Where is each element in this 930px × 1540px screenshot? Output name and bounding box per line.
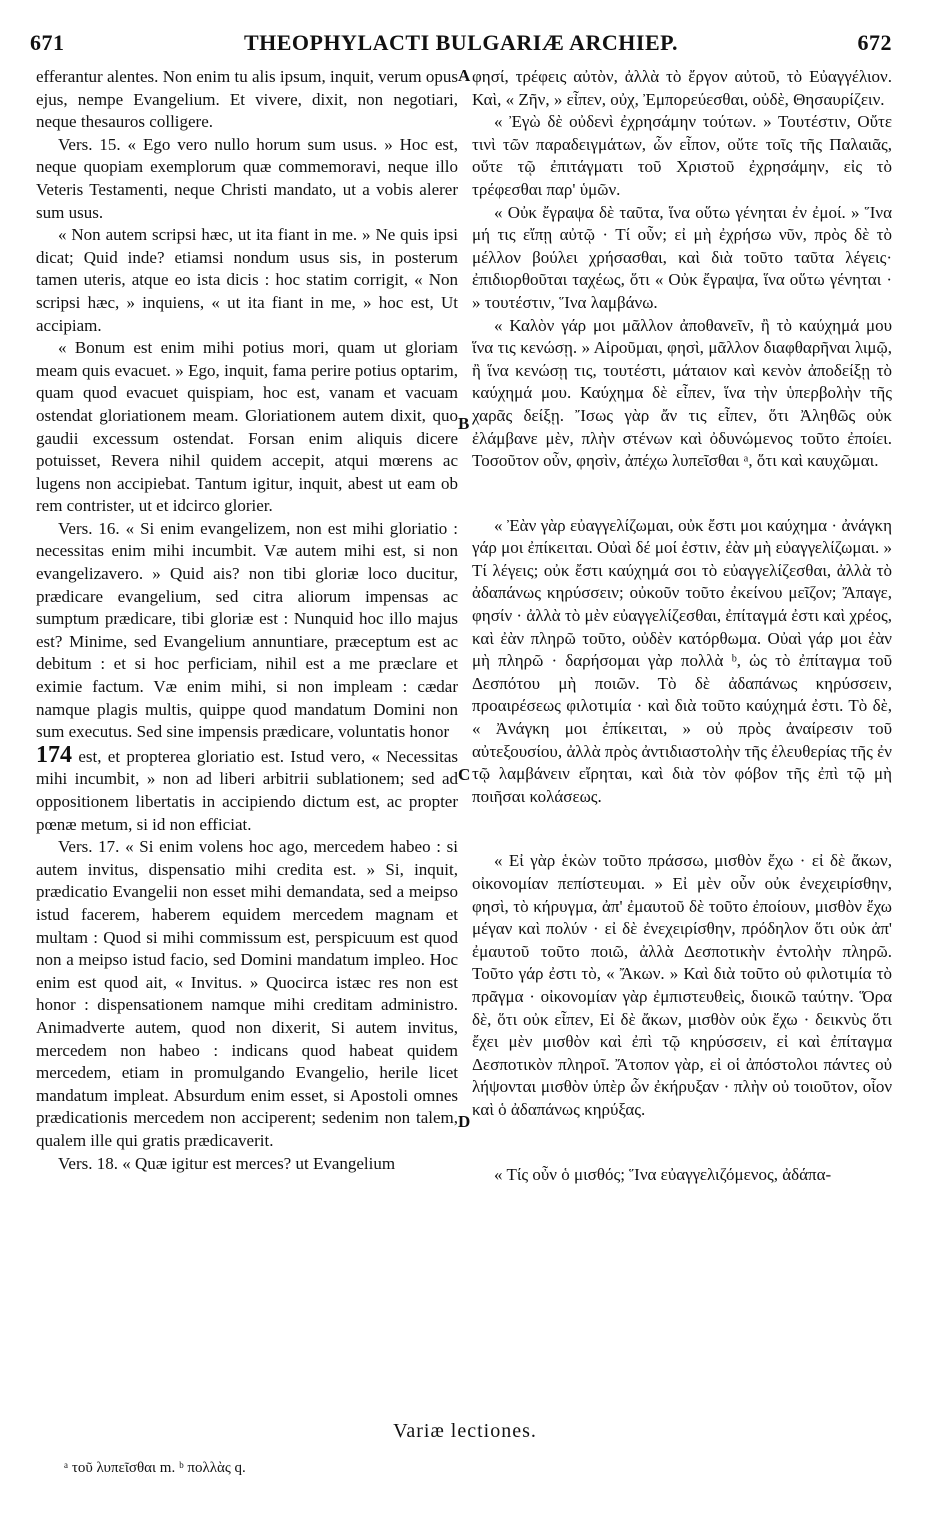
variae-lectiones-heading: Variæ lectiones. — [393, 1420, 537, 1442]
margin-marker-a: A — [458, 66, 471, 85]
footnotes: ᵃ τοῦ λυπεῖσθαι m. ᵇ πολλὰς q. — [64, 1460, 246, 1476]
greek-column — [472, 66, 892, 1186]
greek-paragraph: φησί, τρέφεις αὐτὸν, ἀλλὰ τὸ ἔργον αὐτοῦ, τὸ Εὐαγγέλιον. Καὶ, « Ζῆν, » εἶπεν, οὐχ, Ἐμπορεύεσθαι, οὐδὲ, Θησαυρίζειν. — [472, 67, 892, 109]
margin-marker-d: D — [458, 1112, 471, 1131]
latin-paragraph: Vers. 16. « Si enim evangelizem, non est mihi gloriatio : necessitas enim mihi incumbit. Væ autem mihi est, si non evangelizavero. » Quid ais? non tibi gloriæ loco ducitur, prædicare evangelium, sed citra aliorum impensas ac sumptum prædicare, tibi gloriæ est : Nunquid hoc illo majus est? Minime, sed Evangelium annuntiare, præceptum est ac debitum : et si hoc perficiam, nihil est a me præclare et eximie factum. Væ enim mihi, si non impleam : cædar namque plagis multis, quippe quod mandatum Domini non sum executus. Sed sine impensis prædicare, voluntatis honor — [36, 518, 458, 742]
latin-paragraph: Vers. 18. « Quæ igitur est merces? ut Evangelium — [58, 1153, 396, 1173]
greek-paragraph: « Εἰ γὰρ ἑκὼν τοῦτο πράσσω, μισθὸν ἔχω · εἰ δὲ ἄκων, οἰκονομίαν πεπίστευμαι. » Εἰ μὲν οὖν οὐκ ἐνεχειρίσθην, φησὶ, τὸ κήρυγμα, ἀπ' ἐμαυτοῦ δὲ τοῦτο ἐποίουν, μισθὸν ἔχω μέγαν καὶ πολύν · εἰ δὲ ἐνεχειρίσθην, πρόδηλον ὅτι οὐκ ἀπ' ἐμαυτοῦ τοῦτο ποιῶ, ἀλλὰ Δεσποτικὴν ἐντολὴν πληρῶ. Τοῦτο γάρ ἐστι τὸ, « Ἄκων. » Καὶ διὰ τοῦτο οὐ φιλοτιμία τὸ πρᾶγμα · οἰκονομίαν γὰρ ἐμπιστευθεὶς, διοικῶ ταύτην. Ὅρα δὲ, ὅτι οὐκ εἶπεν, Εἰ δὲ ἄκων, μισθὸν οὐκ ἔχω · δεικνὺς ὅτι ἔχει μὲν μισθὸν καὶ ἐπὶ τῷ κηρύσσειν, εἰ καὶ ἐπίταγμα Δεσποτικὸν πληροῖ. Ἄτοπον γὰρ, εἰ οἱ ἀπόστολοι πάντες οὐ λήψονται μισθὸν ὑπὲρ ὧν ἐκήρυξαν · πλὴν οὐ τοιοῦτον, οἷον καὶ ὁ ἀδαπάνως κηρύξας. — [472, 851, 892, 1119]
latin-paragraph: « Non autem scripsi hæc, ut ita fiant in me. » Ne quis ipsi dicat; Quid inde? etiamsi nondum usus sis, in posterum tamen uteris, atque eo ista dicis : hoc statim corrigit, « Non scripsi hæc, » inquiens, « ut ita fiant in me, » hoc est, Ut accipiam. — [36, 225, 458, 335]
latin-paragraph: est, et propterea gloriatio est. Istud vero, « Necessitas mihi incumbit, » non ad liberi arbitrii sublationem; sed ad oppositionem libertatis in accipiendo dictum est, ac propter pœnæ metum, si id non efficiat. — [36, 746, 459, 834]
margin-marker-b: B — [458, 414, 470, 433]
greek-paragraph: « Καλὸν γάρ μοι μᾶλλον ἀποθανεῖν, ἢ τὸ καύχημά μου ἵνα τις κενώσῃ. » Αἱροῦμαι, φησὶ, μᾶλλον διαφθαρῆναι λιμῷ, ἢ ἵνα κενώσῃ τις, τουτέστι, μάταιον καὶ κενὸν ἀποδείξῃ τὸ καύχημά μου. Καύχημα δὲ εἶπεν, ἵνα τὴν ὑπερβολὴν τῆς χαρᾶς δείξῃ. Ἴσως γὰρ ἄν τις εἶπεν, ὅτι Ἀληθῶς οὐκ ἐλάμβανε μὲν, πλὴν στένων καὶ ὀδυνώμενος τοῦτο ἐποίει. Τοσοῦτον οὖν, φησὶν, ἀπέχω λυπεῖσθαι ᵃ, ὅτι καὶ καυχῶμαι. — [472, 315, 892, 471]
latin-paragraph: Vers. 17. « Si enim volens hoc ago, mercedem habeo : si autem invitus, dispensatio mihi credita est. » Si, inquit, prædicatio Evangelii non esset mihi demandata, sed a meipso istud facerem, haberem equidem mercedem magnam et multam : Quod si mihi commissum est, perspicuum est quod non a meipso istud facio, sed Domini mandatum impleo. Hoc enim est quod ait, « Invitus. » Quocirca istæc res non est honor : dispensationem namque mihi creditam administro. Animadverte autem, quod non dixerit, Si autem invitus, mercedem non habeo : indicans quod habeat quidem mercedem, etiam in promulgando Evangelio, herile licet mandatum impleat. Absurdum enim esset, si Apostoli omnes prædicationis mercedem non acciperent; sedenim non talem, qualem ille qui gratis prædicaverit. — [36, 837, 458, 1150]
greek-paragraph: « Ἐγὼ δὲ οὐδενὶ ἐχρησάμην τούτων. » Τουτέστιν, Οὔτε τινὶ τῶν παραδειγμάτων, ὧν εἶπον, οὔτε τοῖς τῆς Παλαιᾶς, οὔτε τῷ ἐπιτάγματι τοῦ Χριστοῦ ἐχρησάμην, εἰς τὸ τρέφεσθαι παρ' ὑμῶν. — [472, 112, 892, 199]
greek-paragraph: « Ἐὰν γὰρ εὐαγγελίζωμαι, οὐκ ἔστι μοι καύχημα · ἀνάγκη γάρ μοι ἐπίκειται. Οὐαὶ δέ μοί ἐστιν, ἐὰν μὴ εὐαγγελίζωμαι. » Τί λέγεις; οὐκ ἔστι καύχημά σοι τὸ εὐαγγελίζεσθαι, ἀλλὰ τὸ ἀδαπάνως κηρύσσειν; οὐκοῦν τοῦτο ἐκείνου μεῖζον; Ἄπαγε, φησίν · ἀλλὰ τὸ μὲν εὐαγγελίζεσθαι, ἐπίταγμά ἐστι καὶ χρέος, καὶ ἐὰν πληρῶ τοῦτο, οὐδὲν κατόρθωμα. Οὐαὶ γάρ μοι ἐὰν μὴ πληρῶ · δαρήσομαι γὰρ πολλὰ ᵇ, ὡς τὸ ἐπίταγμα τοῦ Δεσπότου μὴ ποιῶν. Τὸ δὲ ἀδαπάνως κηρύσσειν, προαιρέσεως φιλοτιμία · καὶ διὰ τοῦτο καύχημά ἐστι. Τὸ δὲ, « Ἀνάγκη μοι ἐπίκειται, » οὐ πρὸς ἀναίρεσιν τοῦ αὐτεξουσίου, ἀλλὰ πρὸς ἀντιδιαστολὴν τῆς ἐλευθερίας τῆς ἐν τῷ λαμβάνειν εἴρηται, καὶ διὰ τὸν φόβον τῆς ἐπὶ τῷ μὴ ποιῆσαι κολάσεως. — [472, 515, 892, 806]
spacer — [472, 808, 892, 850]
spacer — [472, 473, 892, 515]
greek-paragraph: « Οὐκ ἔγραψα δὲ ταῦτα, ἵνα οὕτω γένηται ἐν ἐμοί. » Ἵνα μή τις εἴπῃ αὐτῷ · Τί οὖν; εἰ μὴ ἐχρήσω νῦν, πρὸς δὲ τὸ μέλλον βούλει χρήσασθαι, καὶ διὰ τοῦτο ταῦτα λέγεις· ἐπιδιορθοῦται ταχέως, ὅτι « Οὐκ ἔγραψα, ἵνα οὕτω γένηται · » τουτέστιν, Ἵνα λαμβάνω. — [472, 202, 892, 312]
latin-column — [36, 66, 458, 1175]
latin-paragraph-continued — [36, 741, 459, 836]
column-number: 174 — [36, 741, 72, 768]
latin-paragraph: efferantur alentes. Non enim tu alis ipsum, inquit, verum opus ejus, nempe Evangelium. Et vivere, dixit, non negotiari, neque thesauros colligere. — [36, 67, 458, 132]
latin-paragraph: Vers. 15. « Ego vero nullo horum sum usus. » Hoc est, neque quopiam exemplorum quæ commemoravi, neque illo Veteris Testamenti, neque Christi mandato, ut a vobis alerer sum usus. — [36, 134, 458, 222]
spacer — [472, 1122, 892, 1164]
page-number-left: 671 — [30, 30, 65, 55]
latin-paragraph: « Bonum est enim mihi potius mori, quam ut gloriam meam quis evacuet. » Ego, inquit, fama perire potius optarim, quam quod evacuet quispiam, hoc est, vanam et vacuam ostendat gloriationem meam. Gloriationem autem dixit, quo gaudii excessum ostendat. Forsan enim aliquis dicere potuisset, Revera nihil quidem accepit, atqui mœrens ac lugens non accipiebat. Tantum igitur, inquit, abest ut eam ob rem contrister, ut et idcirco glorier. — [36, 338, 458, 516]
greek-paragraph: « Τίς οὖν ὁ μισθός; Ἵνα εὐαγγελιζόμενος, ἀδάπα- — [494, 1164, 832, 1184]
page-number-right: 672 — [857, 30, 892, 55]
running-title: THEOPHYLACTI BULGARIÆ ARCHIEP. — [243, 30, 679, 55]
running-header — [30, 30, 892, 64]
margin-marker-c: C — [458, 765, 471, 784]
